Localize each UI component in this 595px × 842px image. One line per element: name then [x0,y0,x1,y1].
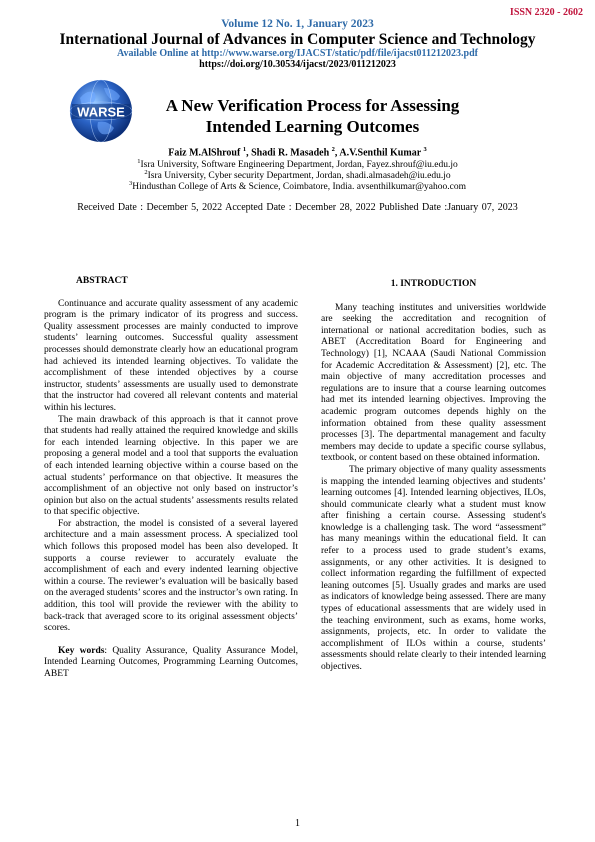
paper-title-line-1: A New Verification Process for Assessing [165,96,460,115]
available-online-link[interactable]: Available Online at http://www.warse.org/IJACST/static/pdf/file/ijacst011212023.pdf [117,48,478,59]
keywords [44,646,298,681]
author-3-sup: 3 [423,146,427,153]
author-1: Faiz M.AlShrouf [168,147,243,159]
abstract-paragraph: The main drawback of this approach is that it cannot prove that students had really attained the required knowledge and skills for each intended learning objective. In this paper we are proposing a general model and a tool that supports the evaluation of each intended learning objective within a course based on the actual students’ performance on that objective. It measures the accomplishment of an objective not only based on instructor’s opinion but also on the actual students’ assessments results related to that specific objective. [44,414,298,518]
doi-link[interactable]: https://doi.org/10.30534/ijacst/2023/011212023 [199,59,396,70]
author-2-sup: 2 [331,146,335,153]
author-3: , A.V.Senthil Kumar [334,147,424,159]
warse-logo [68,78,134,144]
keywords-text: : Quality Assurance, Quality Assurance Model, Intended Learning Outcomes, Programming Learning Outcomes, ABET [44,645,298,679]
abstract-paragraph: For abstraction, the model is consisted of a several layered architecture and a main assessment process. A specialized tool which follows this proposed model has been also developed. It supports a course reviewer to accurately evaluate the accomplishment of each and every indented learning objective within a course. The reviewer’s evaluation will be basically based on the averaged students’ scores and the instructor’s own rating. In addition, this tool will provide the reviewer with the ability to back-track that averaged score to its original assessment objects’ scores. [44,518,298,634]
introduction-column [321,279,546,674]
issn-label: ISSN 2320 - 2602 [509,7,583,18]
affiliation-3 [0,180,595,192]
affiliation-1-sup: 1 [137,158,141,165]
affiliation-3-sup: 3 [128,180,133,187]
logo-text: WARSE [77,104,125,120]
journal-title: International Journal of Advances in Computer Science and Technology [59,31,536,48]
paper-title [140,95,485,137]
page-number: 1 [295,818,300,829]
affiliation-2-sup: 2 [144,169,148,176]
keywords-label: Key words [58,645,105,656]
introduction-paragraph: Many teaching institutes and universities worldwide are seeking the accreditation and recognition of international or national accreditation bodies, such as ABET (Accreditation Board for Engineering and Technology) [1], NCAAA (Saudi National Commission for Academic Accreditation & Assessment) [2], etc. The main objective of many accreditation processes and regulations are to insure that a course learning outcomes had met its intended learning objectives. Improving the academic program outcomes depends highly on the information obtained from these quality assessment processes [3]. The departmental management and faculty members may decide to update a specific course syllabus, textbook, or content based on these obtained information. [321,302,546,464]
volume-line: Volume 12 No. 1, January 2023 [221,18,374,30]
author-1-sup: 1 [242,146,247,153]
author-list [0,146,595,158]
author-2: , Shadi R. Masadeh [246,147,332,159]
affiliation-2-text: Isra University, Cyber security Department, Jordan, shadi.almasadeh@iu.edu.jo [147,171,451,182]
abstract-paragraph: Continuance and accurate quality assessment of any academic program is the primary indicator of its progress and success. Quality assessment processes are mainly conducted to improve students’ learning outcomes. Successful quality assessment processes should demonstrate clearly how an educational program had achieved its intended learning objectives. To validate the accomplishment of these intended objectives by a course instructor, students’ assessments are usually used to demonstrate that the instructor had covered all relevant contents and material within his lectures. [44,298,298,413]
abstract-column [44,276,298,681]
introduction-paragraph: The primary objective of many quality assessments is mapping the intended learning objectives and students’ learning outcomes [4]. Intended learning objectives, ILOs, should communicate clearly what a student must know after finishing a certain course. Assessing student's knowledge is a challenging task. The word “assessment” has many meanings within the educational field. It can refer to a process used to grade student’s exams, assignments, or any other activities. It is designed to collect information regarding the fulfillment of expected leaning outcomes [5]. Usually grades and marks are used as indicators of knowledge being assessed. There are many types of educational assessments that are widely used in the teaching environment, such as exams, home works, assignments, projects, etc. In order to validate the accomplishment of ILOs within a course, students’ assessments should relate clearly to their intended learning objectives. [321,464,546,672]
affiliation-1-text: Isra University, Software Engineering Department, Jordan, Fayez.shrouf@iu.edu.jo [140,160,458,171]
abstract-heading: ABSTRACT [76,276,128,286]
introduction-heading: 1. INTRODUCTION [390,279,477,289]
submission-dates: Received Date : December 5, 2022 Accepted Date : December 28, 2022 Published Date :January 07, 2023 [77,202,518,213]
affiliation-3-text: Hindusthan College of Arts & Science, Coimbatore, India. avsenthilkumar@yahoo.com [132,182,467,193]
paper-title-line-2: Intended Learning Outcomes [205,117,420,136]
